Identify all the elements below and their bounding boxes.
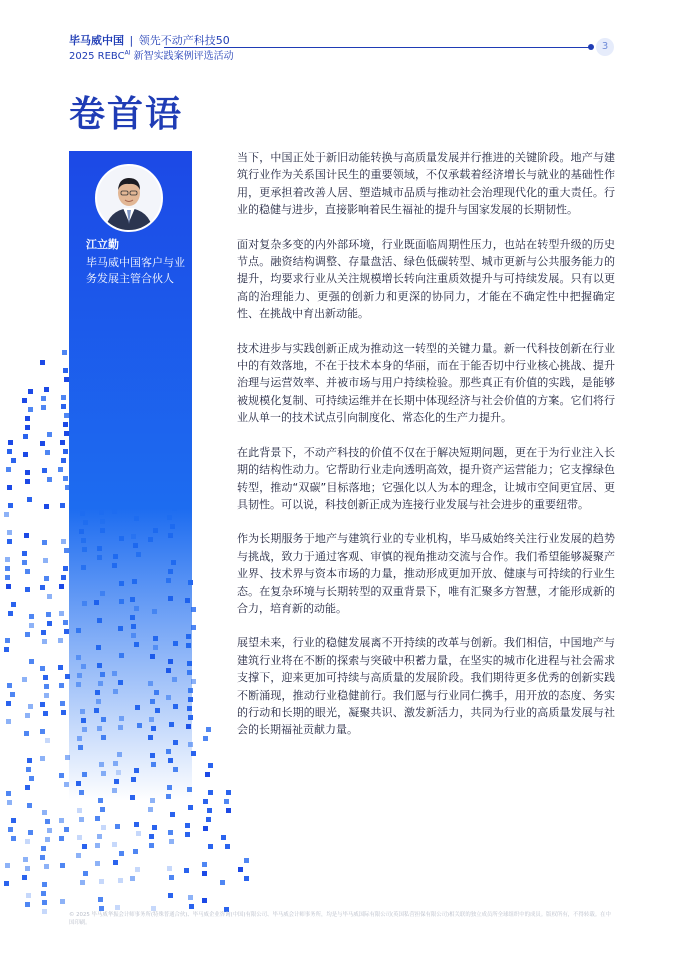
pixel-block: [59, 836, 64, 841]
pixel-block: [149, 843, 154, 848]
pixel-block: [22, 560, 27, 565]
pixel-block: [47, 828, 52, 833]
body-text: [237, 149, 615, 756]
pixel-block: [25, 416, 30, 421]
pixel-block: [61, 395, 66, 400]
pixel-block: [27, 497, 32, 502]
pixel-block: [169, 875, 174, 880]
brand-line: [69, 34, 614, 48]
pixel-block: [6, 719, 11, 724]
pixel-block: [24, 731, 29, 736]
pixel-block: [7, 683, 12, 688]
pixel-block: [5, 557, 10, 562]
pixel-block: [29, 614, 34, 619]
paragraph: 当下，中国正处于新旧动能转换与高质量发展并行推进的关键阶段。地产与建筑行业作为关系国计民生的重要领域，不仅承载着经济增长与就业的基础性作用，更承担着改善人居、塑造城市品质与推动社会治理现代化的重大责任。行业的稳健与进步，直接影响着民生福祉的提升与国家发展的长期韧性。: [237, 151, 615, 217]
pixel-block: [60, 899, 65, 904]
pixel-block: [189, 904, 194, 909]
pixel-block: [152, 825, 157, 830]
pixel-block: [119, 851, 124, 856]
pixel-block: [7, 485, 12, 490]
pixel-block: [4, 647, 9, 652]
pixel-block: [77, 835, 82, 840]
pixel-block: [133, 849, 138, 854]
pixel-block: [61, 710, 66, 715]
paragraph: 展望未来，行业的稳健发展离不开持续的改革与创新。我们相信，中国地产与建筑行业将在不断的探索与突破中积蓄力量，在坚实的城市化进程与社会需求支撑下，迎来更加可持续与高质量的发展阶段。我们期待更多优秀的创新实践不断涌现，推动行业稳健前行。我们愿与行业同仁携手，用开放的态度、务实的行动和长期的眼光，凝聚共识、激发新活力，共同为行业的高质量发展与社会的长期福祉贡献力量。: [237, 636, 615, 737]
event-line: [69, 50, 614, 64]
pixel-block: [58, 665, 63, 670]
pixel-block: [113, 860, 118, 865]
pixel-block: [27, 803, 32, 808]
pixel-block: [170, 812, 175, 817]
pixel-block: [220, 880, 225, 885]
pixel-block: [100, 807, 105, 812]
pixel-block: [42, 900, 47, 905]
pixel-block: [208, 844, 213, 849]
pixel-block: [7, 530, 12, 535]
pixel-block: [11, 836, 16, 841]
pixel-block: [7, 539, 12, 544]
pixel-block: [115, 905, 120, 910]
pixel-block: [203, 826, 208, 831]
pixel-block: [59, 611, 64, 616]
pixel-block: [148, 807, 153, 812]
pixel-block: [202, 898, 207, 903]
pixel-block: [185, 832, 190, 837]
pixel-block: [27, 758, 32, 763]
pixel-block: [45, 450, 50, 455]
brand-name: 毕马威中国: [69, 34, 124, 47]
pixel-block: [168, 893, 173, 898]
pixel-block: [63, 422, 68, 427]
pixel-block: [5, 575, 10, 580]
pixel-block: [6, 584, 11, 589]
pixel-block: [11, 458, 16, 463]
pixel-block: [7, 800, 12, 805]
brand-divider: |: [129, 34, 134, 47]
pixel-block: [202, 871, 207, 876]
pixel-block: [61, 539, 66, 544]
pixel-block: [25, 785, 30, 790]
pixel-block: [97, 834, 102, 839]
pixel-block: [45, 837, 50, 842]
pixel-block: [47, 594, 52, 599]
pixel-block: [206, 727, 211, 732]
pixel-block: [25, 425, 30, 430]
pixel-block: [134, 822, 139, 827]
pixel-block: [184, 868, 189, 873]
pixel-block: [44, 576, 49, 581]
pixel-block: [40, 729, 45, 734]
pixel-block: [62, 350, 67, 355]
pixel-block: [59, 773, 64, 778]
pixel-block: [22, 677, 27, 682]
pixel-block: [8, 827, 13, 832]
pixel-block: [41, 396, 46, 401]
pixel-block: [205, 772, 210, 777]
pixel-block: [22, 398, 27, 403]
pixel-block: [22, 875, 27, 880]
pixel-block: [208, 763, 213, 768]
paragraph: 技术进步与实践创新正成为推动这一转型的关键力量。新一代科技创新在行业中的有效落地，不在于技术本身的华丽，而在于能否切中行业核心挑战、提升治理与运营效率、并被市场与用户持续检验。那些真正有价值的实践，是能够被规模化复制、可持续运维并在长期中体现经济与社会价值的方案。它们将行业从单一的技术试点引向制度化、常态化的生产力提升。: [237, 341, 615, 425]
pixel-block: [40, 702, 45, 707]
pixel-block: [26, 767, 31, 772]
pixel-block: [136, 831, 141, 836]
pixel-block: [25, 479, 30, 484]
pixel-block: [41, 846, 46, 851]
pixel-block: [60, 440, 65, 445]
pixel-block: [45, 738, 50, 743]
pixel-block: [64, 827, 69, 832]
pixel-block: [135, 867, 140, 872]
pixel-block: [99, 879, 104, 884]
pixel-block: [206, 817, 211, 822]
pixel-block: [42, 468, 47, 473]
pixel-block: [40, 441, 45, 446]
pixel-block: [168, 830, 173, 835]
pixel-block: [226, 808, 231, 813]
pixel-block: [42, 810, 47, 815]
pixel-block: [188, 805, 193, 810]
pixel-block: [79, 817, 84, 822]
pixel-block: [60, 863, 65, 868]
pixel-block: [29, 623, 34, 628]
paragraph: 在此背景下，不动产科技的价值不仅在于解决短期问题，更在于为行业注入长期的结构性动力。它帮助行业走向透明高效，提升资产运营能力；它支撑绿色转型，推动“双碳”目标落地；它强化以人为本的理念，让城市空间更宜居、更具韧性。可以说，科技创新正成为连接行业发展与社会进步的重要纽带。: [237, 445, 615, 511]
pixel-block: [99, 906, 104, 911]
pixel-block: [25, 587, 30, 592]
pixel-block: [112, 842, 117, 847]
pixel-block: [41, 891, 46, 896]
pixel-block: [44, 864, 49, 869]
pixel-block: [43, 675, 48, 680]
pixel-block: [61, 575, 66, 580]
pixel-block: [23, 434, 28, 439]
pixel-block: [149, 834, 154, 839]
pixel-block: [40, 756, 45, 761]
pixel-block: [46, 612, 51, 617]
pixel-block: [8, 611, 13, 616]
pixel-block: [76, 853, 81, 858]
pixel-block: [95, 861, 100, 866]
pixel-block: [61, 458, 66, 463]
pixel-block: [25, 713, 30, 718]
pixel-block: [60, 701, 65, 706]
pixel-block: [95, 816, 100, 821]
pixel-block: [60, 503, 65, 508]
pixel-block: [59, 584, 64, 589]
pixel-block: [130, 876, 135, 881]
pixel-block: [224, 799, 229, 804]
pixel-block: [42, 909, 47, 914]
pixel-block: [25, 569, 30, 574]
page-number: 3: [596, 38, 614, 56]
author-title: 毕马威中国客户与业务发展主管合伙人: [86, 256, 185, 285]
pixel-block: [203, 736, 208, 741]
pixel-block: [44, 387, 49, 392]
author-panel: [69, 151, 192, 801]
pixel-block: [23, 452, 28, 457]
pixel-block: [167, 866, 172, 871]
pixel-block: [44, 693, 49, 698]
pixel-block: [8, 440, 13, 445]
pixel-block: [63, 620, 68, 625]
pixel-block: [24, 533, 29, 538]
page-header: [69, 34, 614, 64]
pixel-block: [238, 867, 243, 872]
pixel-block: [98, 897, 103, 902]
pixel-block: [5, 863, 10, 868]
pixel-block: [6, 791, 11, 796]
pixel-block: [44, 684, 49, 689]
pixel-block: [58, 467, 63, 472]
pixel-block: [22, 551, 27, 556]
pixel-block: [4, 881, 9, 886]
pixel-block: [23, 857, 28, 862]
pixel-block: [77, 808, 82, 813]
pixel-block: [43, 558, 48, 563]
pixel-block: [47, 477, 52, 482]
pixel-block: [151, 906, 156, 911]
pixel-block: [63, 368, 68, 373]
pixel-block: [6, 467, 11, 472]
pixel-block: [244, 876, 249, 881]
pixel-block: [101, 825, 106, 830]
pixel-block: [28, 704, 33, 709]
pixel-block: [25, 470, 30, 475]
header-rule-dot: [588, 44, 594, 50]
avatar-portrait-icon: [97, 166, 161, 230]
pixel-block: [10, 692, 15, 697]
pixel-block: [202, 862, 207, 867]
page-title: 卷首语: [69, 94, 184, 135]
pixel-block: [11, 602, 16, 607]
pixel-block: [40, 585, 45, 590]
pixel-block: [40, 855, 45, 860]
pixel-block: [115, 824, 120, 829]
header-rule: [164, 47, 591, 48]
pixel-block: [25, 632, 30, 637]
pixel-block: [40, 666, 45, 671]
pixel-block: [11, 818, 16, 823]
pixel-block: [61, 404, 66, 409]
pixel-block: [80, 880, 85, 885]
pixel-block: [44, 504, 49, 509]
pixel-block: [82, 844, 87, 849]
pixel-block: [244, 858, 249, 863]
pixel-block: [95, 843, 100, 848]
pixel-block: [41, 405, 46, 410]
paragraph: 作为长期服务于地产与建筑行业的专业机构，毕马威始终关注行业发展的趋势与挑战，致力于通过客观、审慎的视角推动交流与合作。我们希望能够凝聚产业界、技术界与资本市场的力量，推动形成更加开放、健康与可持续的行业生态。在复杂环境与长期转型的双重背景下，唯有汇聚多方智慧，才能形成新的合力，培育新的动能。: [237, 532, 615, 615]
pixel-block: [221, 835, 226, 840]
pixel-block: [28, 830, 33, 835]
pixel-block: [118, 878, 123, 883]
pixel-block: [47, 621, 52, 626]
pixel-block: [59, 818, 64, 823]
pixel-block: [25, 866, 30, 871]
pixel-block: [226, 790, 231, 795]
pixel-block: [188, 895, 193, 900]
copyright-footer: © 2025 毕马威华振会计师事务所(特殊普通合伙)、毕马威企业咨询(中国)有限公司、毕马威会计师事务所，均是与毕马威国际有限公司(英国私营担保有限公司)相关联的独立成员所全球组织中的成员。版权所有，不得转载。在中国印刷。: [69, 912, 611, 926]
pixel-block: [63, 476, 68, 481]
pixel-block: [42, 882, 47, 887]
paragraph: 面对复杂多变的内外部环境，行业既面临周期性压力，也站在转型升级的历史节点。融资结构调整、存量盘活、绿色低碳转型、城市更新与公共服务能力的提升，均要求行业从关注规模增长转向注重质效提升与可持续发展。只有以更高的治理能力、更强的创新力和更深的协同力，才能在不确定性中把握确定性、在挑战中育出新动能。: [237, 237, 615, 321]
event-superscript: AI: [124, 49, 131, 57]
pixel-block: [26, 893, 31, 898]
pixel-block: [7, 449, 12, 454]
pixel-block: [5, 566, 10, 571]
pixel-block: [29, 659, 34, 664]
pixel-block: [208, 790, 213, 795]
pixel-block: [6, 701, 11, 706]
event-prefix: 2025 REBC: [69, 51, 125, 62]
pixel-block: [47, 432, 52, 437]
pixel-block: [40, 360, 45, 365]
pixel-block: [29, 776, 34, 781]
pixel-block: [169, 839, 174, 844]
pixel-block: [203, 799, 208, 804]
pixel-block: [42, 639, 47, 644]
pixel-block: [28, 407, 33, 412]
pixel-block: [41, 630, 46, 635]
event-suffix: 新智实践案例评选活动: [130, 51, 234, 62]
brand-tagline: 领先不动产科技50: [138, 34, 230, 47]
pixel-block: [225, 844, 230, 849]
pixel-block: [207, 808, 212, 813]
pixel-block: [43, 711, 48, 716]
pixel-block: [83, 871, 88, 876]
pixel-block: [63, 449, 68, 454]
pixel-block: [59, 683, 64, 688]
pixel-block: [5, 638, 10, 643]
pixel-block: [25, 902, 30, 907]
pixel-block: [45, 819, 50, 824]
pixel-block: [42, 540, 47, 545]
author-name: 江立勤: [86, 238, 119, 251]
pixel-block: [25, 839, 30, 844]
author-avatar: [95, 164, 163, 232]
pixel-block: [185, 823, 190, 828]
pixel-block: [4, 512, 9, 517]
pixel-block: [63, 566, 68, 571]
pixel-block: [28, 389, 33, 394]
pixel-block: [8, 503, 13, 508]
pixel-block: [58, 638, 63, 643]
